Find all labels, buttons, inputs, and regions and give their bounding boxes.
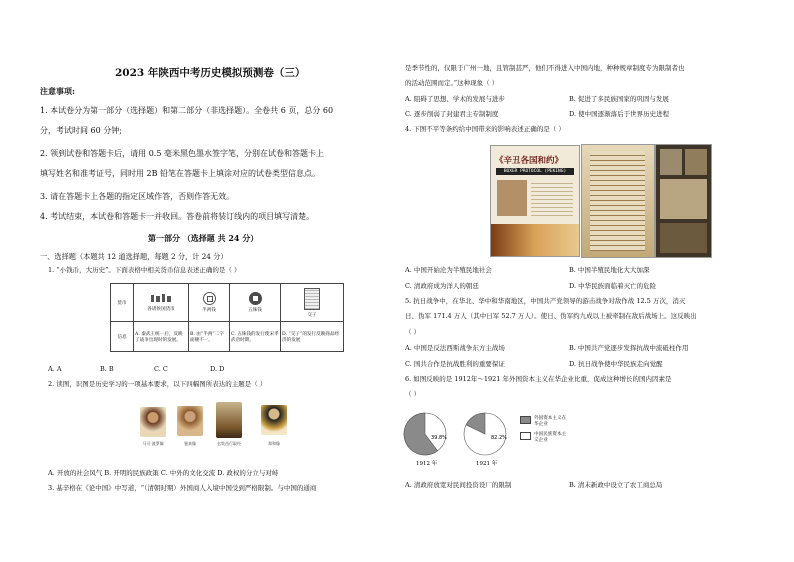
coin-cell — [230, 284, 281, 322]
q1-option-d: D. D — [210, 365, 225, 373]
notes-heading: 注意事项: — [40, 86, 75, 96]
q4-option-d: D. 中华民族面临着灭亡的危险 — [569, 282, 657, 290]
q3-option-d: D. 使中国逐渐落后于世界历史进程 — [569, 110, 670, 118]
document-text — [590, 151, 645, 251]
q3-option-b: B. 促进了多民族国家的巩固与发展 — [569, 95, 669, 103]
note-line: 分，考试时间 60 分钟; — [40, 126, 122, 135]
legend-entry — [520, 432, 570, 443]
part1-heading: 第一部分 （选择题 共 24 分） — [148, 233, 259, 243]
book-bottom-scene — [491, 224, 579, 256]
q5-stem: 5. 抗日战争中，在华北、华中和华南地区，中国共产党领导的游击战争对敌作战 12.5 万次，消灭 — [405, 297, 686, 305]
ancient-coins-icon — [135, 294, 187, 304]
q6-stem-continued: （ ） — [405, 390, 421, 398]
treaty-document-photo — [581, 144, 655, 258]
note-line: 4. 考试结束，本试卷和答题卡一并收回。答卷前将装订线内的项目填写清楚。 — [40, 212, 315, 221]
portrait-caption: 鉴真像 — [184, 441, 196, 446]
jianzhen-portrait — [177, 406, 203, 436]
legend-label: 中国民族资本主义企业 — [534, 432, 567, 443]
building-photo — [660, 223, 707, 253]
coin-name: 各诸侯国货币 — [147, 306, 175, 312]
q6-option-a: A. 清政府放宽对民间投资设厂的限制 — [405, 481, 512, 489]
wuzhu-coin-icon — [249, 292, 262, 305]
book-photo — [497, 180, 527, 216]
coin-cell — [189, 284, 230, 322]
q3-option-a: A. 阻碍了思想、学术的发展与进步 — [405, 95, 505, 103]
coin-cell — [281, 284, 344, 322]
q3-option-c: C. 逐步削弱了封建君主专制制度 — [405, 110, 499, 118]
q1-option-a: A. A — [48, 365, 62, 373]
q4-option-b: B. 中国半殖民地化大大加深 — [569, 266, 650, 274]
jiaozi-note-icon — [304, 288, 320, 310]
portrait-caption: 郑和像 — [268, 441, 280, 446]
q4-stem: 4. 下图不平等条约给中国带来的影响表述正确的是（ ） — [405, 125, 565, 133]
pie-year-label: 1912 年 — [416, 461, 438, 467]
coin-name: 五铢钱 — [248, 308, 262, 313]
q2-stem: 2. 读图，识图是历史学习的一项基本要求，以下四幅图所表达的主题是（ ） — [48, 380, 267, 388]
q1-stem: 1. “小钱币，大历史”。下面表格中相关货币信息表述正确的是（ ） — [48, 266, 241, 274]
legend-swatch-foreign — [520, 416, 531, 424]
signatory-portrait — [660, 179, 707, 219]
q3-stem: 3. 基辛格在《论中国》中写道，“（清朝时期）外国商人入境中国受到严格限制。与中国的通商 — [48, 484, 317, 492]
row-label: 货币 — [111, 284, 134, 322]
note-line: 2. 领到试卷和答题卡后，请用 0.5 毫米黑色墨水签字笔，分别在试卷和答题卡上 — [40, 149, 324, 158]
q3-stem-continued: 的活动范围而定。”这种现象（ ） — [405, 79, 499, 87]
q5-stem-continued: （ ） — [405, 328, 421, 336]
q5-stem-continued: 日、伪军 171.4 万人（其中日军 52.7 万人）。使日、伪军约九成以上被牵制在敌后战场上。这反映出 — [405, 312, 697, 320]
note-line: 填写姓名和准考证号，同时用 2B 铅笔在答题卡上填涂对应的试卷类型信息点。 — [40, 169, 321, 178]
note-line: 1. 本试卷分为第一部分（选择题）和第二部分（非选择题）。全卷共 6 页，总分 60 — [40, 106, 334, 115]
q3-stem-continued: 是季节性的，仅限于广州一地，且管制甚严，他们不得进入中国内地，种种规章制度专为限制者也 — [405, 64, 685, 72]
info-cell: D. “交子”的发行反映商品经济的发展 — [281, 322, 344, 352]
currency-table — [110, 283, 344, 352]
coin-name: 交子 — [307, 312, 317, 318]
q6-option-b: B. 清末新政中设立了农工商总局 — [569, 481, 663, 489]
q1-option-b: B. B — [100, 365, 114, 373]
pie-year-label: 1921 年 — [476, 461, 498, 467]
row-label: 信息 — [111, 322, 134, 352]
info-cell: B. 由“半两”二字面额不一。 — [189, 322, 230, 352]
pie-slice-label: 82.2% — [491, 435, 507, 441]
signatory-portrait — [685, 149, 707, 175]
q5-option-d: D. 抗日战争使中华民族走向觉醒 — [569, 360, 663, 368]
treaty-book-cover — [490, 145, 580, 257]
legend-swatch-domestic — [520, 432, 531, 440]
legend-entry — [520, 416, 570, 427]
zhenghe-portrait — [261, 405, 287, 435]
q4-option-c: C. 清政府成为洋人的朝廷 — [405, 282, 479, 290]
legend-label: 外国资本主义在华企业 — [534, 416, 567, 427]
chart-legend — [520, 416, 570, 443]
book-text-block — [531, 180, 573, 216]
marco-polo-portrait — [140, 407, 166, 437]
q5-option-a: A. 中国是反法西斯战争东方主战场 — [405, 344, 505, 352]
coin-cell — [134, 284, 189, 322]
book-subtitle: BOXER PROTOCOL (PEKING) — [496, 168, 574, 175]
q5-option-b: B. 中国共产党逐步发挥抗战中流砥柱作用 — [569, 344, 689, 352]
note-line: 3. 请在答题卡上各题的指定区域作答，否则作答无效。 — [40, 192, 235, 201]
info-cell: A. 秦武王统一后，反映了战争出现时的发展。 — [134, 322, 189, 352]
xuanzang-portrait — [216, 402, 242, 438]
q2-options: A. 开放的社会风气 B. 开明的民族政策 C. 中外的文化交流 D. 政权的分立与对峙 — [48, 469, 279, 477]
q1-option-c: C. C — [154, 365, 168, 373]
signatories-photo — [655, 144, 712, 258]
q6-stem: 6. 如图反映的是 1912年～1921 年外国资本主义在华企业比重，促成这种增长的国内因素是 — [405, 375, 672, 383]
section-heading: 一、选择题（本题共 12 道选择题，每题 2 分，计 24 分） — [40, 252, 228, 261]
q5-option-c: C. 国共合作是抗战胜利的重要保证 — [405, 360, 505, 368]
coin-name: 半两钱 — [202, 308, 216, 313]
banliang-coin-icon — [203, 292, 216, 305]
info-cell: C. 五铢钱的发行使宋孝武帝时期。 — [230, 322, 281, 352]
book-title: 《辛丑各国和约》 — [495, 156, 564, 166]
pie-slice-label: 39.8% — [431, 435, 447, 441]
page-title: 2023 年陕西中考历史模拟预测卷（三） — [115, 67, 306, 79]
signatory-portrait — [660, 149, 682, 175]
portrait-caption: 马可·波罗像 — [142, 441, 164, 446]
portrait-caption: 玄奘西行取经 — [217, 441, 241, 446]
q4-option-a: A. 中国开始沦为半殖民地社会 — [405, 266, 492, 274]
